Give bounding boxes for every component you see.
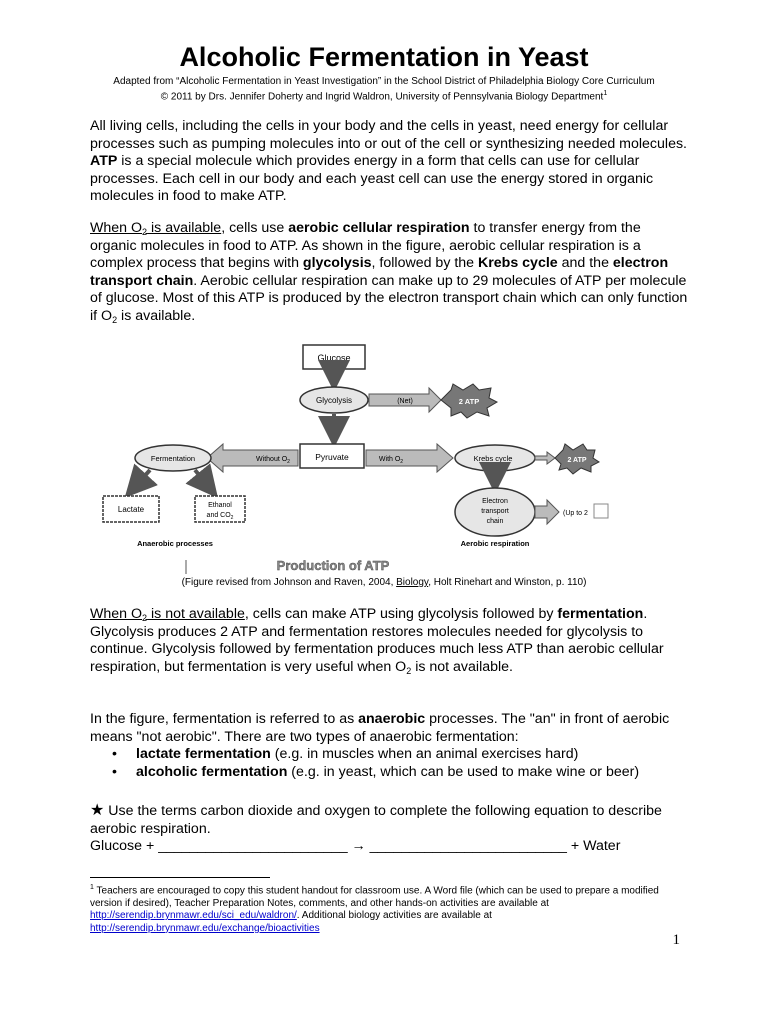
atp-krebs-label: 2 ATP bbox=[567, 457, 587, 464]
subtitle-copyright: © 2011 by Drs. Jennifer Doherty and Ingrid Waldron, University of Pennsylvania Biology Department$^1$ bbox=[160, 90, 608, 103]
etc-label-1: Electron bbox=[482, 498, 508, 505]
figure-paragraph: In the figure, fermentation is referred to as anaerobic processes. The "an" in front of aerobic means "not aerobic". There are two types of anaerobic fermentation: bbox=[90, 711, 670, 745]
aerobic-paragraph: When $O_2$ is available, cells use aerobic cellular respiration to transfer energy from the organic molecules in food to ATP. As shown in the figure, aerobic cellular respiration is a complex process that begins with glycolysis, followed by the Krebs cycle and the electron transport chain. Aerobic cellular respiration can make up to 29 molecules of ATP per molecule of glucose. Most of this ATP is produced by the electron transport chain which can only function if $O_2$ is available. bbox=[90, 220, 688, 325]
ethanol-label: Ethanol bbox=[208, 502, 232, 509]
aerobic-heading: When $O_2$ is available bbox=[90, 220, 222, 237]
anaerobic-processes-label: Anaerobic processes bbox=[137, 539, 213, 548]
intro-paragraph: All living cells, including the cells in your body and the cells in yeast, need energy for cellular processes such as pumping molecules into or out of the cell or synthesizing needed molecules. ATP is a special molecule which provides energy in a form that cells can use for cellular processes. Each cell in our body and each yeast cell can use the energy stored in organic molecules in food to make ATP. bbox=[90, 118, 687, 204]
without-o2-label: Without $O_2$ bbox=[256, 456, 290, 465]
page-title: Alcoholic Fermentation in Yeast bbox=[179, 42, 589, 72]
footnote-divider bbox=[90, 877, 270, 878]
ethanol-co2-label: and $CO_2$ bbox=[206, 512, 234, 521]
figure-caption: (Figure revised from Johnson and Raven, 2004, Biology, Holt Rinehart and Winston, p. 110) bbox=[181, 577, 587, 588]
footnote-link-waldron[interactable]: http://serendip.brynmawr.edu/sci_edu/waldron/ bbox=[90, 910, 297, 922]
etc-label-2: transport bbox=[481, 508, 509, 515]
blank-reactant[interactable]: ________________________ bbox=[158, 838, 348, 854]
task-paragraph: ★ Use the terms carbon dioxide and oxygen to complete the following equation to describe aerobic respiration. Glucose + ________________________ → _________________________ + Water bbox=[90, 802, 690, 856]
fermentation-label: Fermentation bbox=[150, 454, 196, 463]
page-number: 1 bbox=[672, 932, 680, 948]
list-item: • alcoholic fermentation (e.g. in yeast, which can be used to make wine or beer) bbox=[112, 763, 640, 780]
blank-product[interactable]: _________________________ bbox=[369, 838, 567, 854]
footnote: $^1$ Teachers are encouraged to copy this student handout for classroom use. A Word file (which can be used to prepare a modified version if desired), Teacher Preparation Notes, comments, and other hands-on activities are available at http://serendip.brynmawr.edu/sci_edu/waldron/. Additional biology activities are available at http://serendip.brynmawr.edu/exchange/bioactivities bbox=[90, 884, 659, 934]
aerobic-respiration-label: Aerobic respiration bbox=[460, 539, 530, 548]
equation-line: Glucose + ________________________ → _________________________ + Water bbox=[90, 838, 621, 854]
lactate-label: Lactate bbox=[117, 505, 145, 514]
atp-production-figure bbox=[95, 340, 695, 580]
subtitle-source: Adapted from “Alcoholic Fermentation in Yeast Investigation” in the School District of Philadelphia Biology Core Curriculum bbox=[113, 76, 655, 87]
production-of-atp-label: Production of ATP bbox=[276, 558, 390, 573]
fermentation-types-list bbox=[112, 746, 639, 781]
with-o2-label: With $O_2$ bbox=[378, 456, 404, 465]
glycolysis-label: Glycolysis bbox=[315, 396, 353, 405]
footnote-link-bioactivities[interactable]: http://serendip.brynmawr.edu/exchange/bioactivities bbox=[90, 922, 320, 934]
anaerobic-heading: When $O_2$ is not available bbox=[90, 606, 245, 623]
star-icon: ★ bbox=[90, 802, 105, 819]
anaerobic-paragraph: When $O_2$ is not available, cells can make ATP using glycolysis followed by fermentation. Glycolysis produces 2 ATP and fermentation restores molecules needed for glycolysis to continue. Glycolysis followed by fermentation produces much less ATP than aerobic cellular respiration, but fermentation is very useful when $O_2$ is not available. bbox=[90, 606, 664, 676]
atp-glycolysis-label: 2 ATP bbox=[458, 397, 480, 406]
glucose-label: Glucose bbox=[317, 353, 351, 363]
up-to-atp-mark bbox=[594, 504, 608, 518]
net-label: (Net) bbox=[397, 398, 413, 405]
pyruvate-label: Pyruvate bbox=[315, 452, 349, 462]
etc-label-3: chain bbox=[486, 518, 504, 525]
krebs-label: Krebs cycle bbox=[473, 454, 513, 463]
up-to-atp-label: (Up to 2 bbox=[563, 510, 588, 517]
list-item: • lactate fermentation (e.g. in muscles when an animal exercises hard) bbox=[112, 746, 579, 762]
